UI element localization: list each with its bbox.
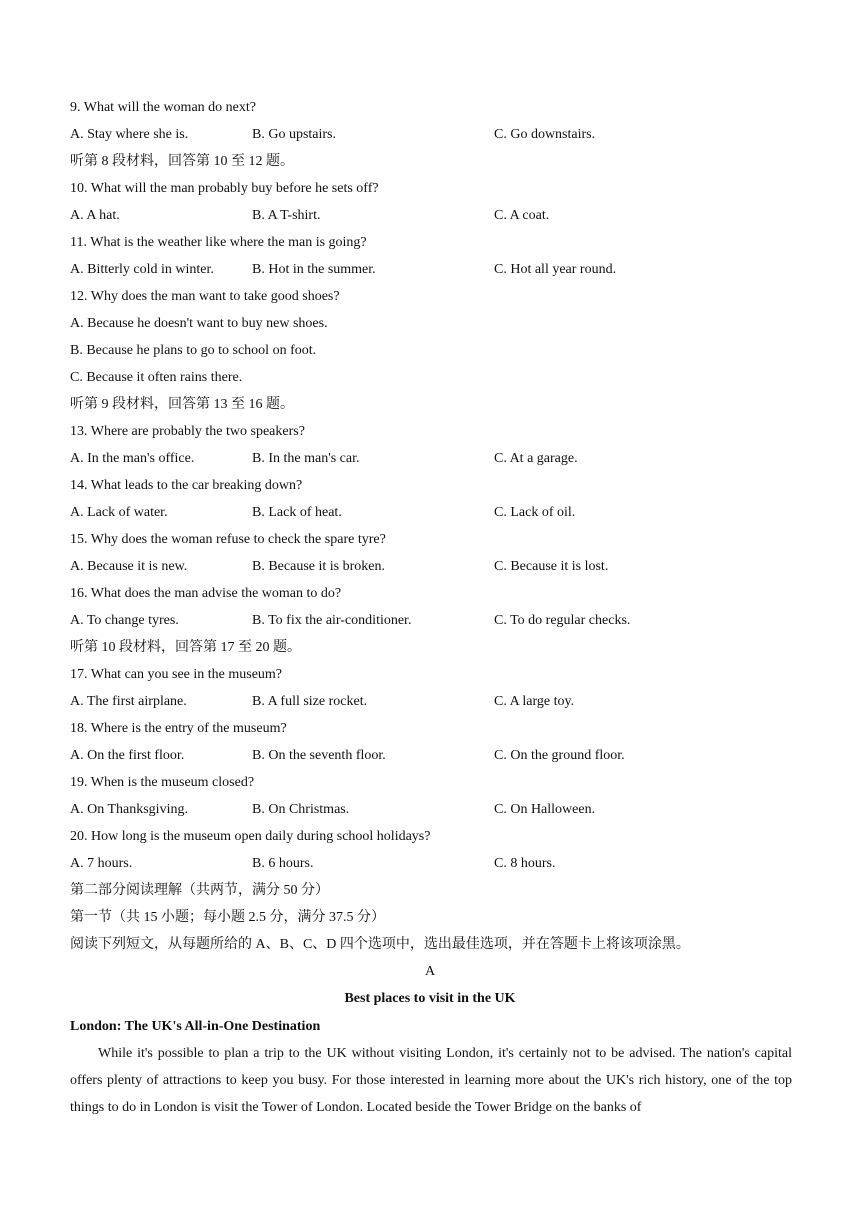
reading-part-title: 第二部分阅读理解（共两节，满分 50 分）: [70, 883, 329, 898]
section-9-instruction: 听第 9 段材料，回答第 13 至 16 题。: [70, 397, 294, 412]
question-17-option-b: B. A full size rocket.: [252, 694, 368, 709]
question-15-option-a: A. Because it is new.: [70, 559, 188, 574]
question-12-option-c: C. Because it often rains there.: [70, 370, 243, 385]
question-10-option-b: B. A T-shirt.: [252, 208, 321, 223]
question-13-option-a: A. In the man's office.: [70, 451, 195, 466]
question-14-option-a: A. Lack of water.: [70, 505, 168, 520]
question-15: 15. Why does the woman refuse to check the spare tyre?: [70, 532, 386, 547]
question-18-option-c: C. On the ground floor.: [494, 748, 625, 763]
question-9-option-c: C. Go downstairs.: [494, 127, 596, 142]
question-19-option-c: C. On Halloween.: [494, 802, 596, 817]
question-11: 11. What is the weather like where the man is going?: [70, 235, 367, 250]
question-18-option-a: A. On the first floor.: [70, 748, 185, 763]
question-12-option-b: B. Because he plans to go to school on foot.: [70, 343, 317, 358]
passage-letter: A: [424, 964, 436, 979]
question-15-option-b: B. Because it is broken.: [252, 559, 385, 574]
question-10-option-a: A. A hat.: [70, 208, 120, 223]
question-14-option-c: C. Lack of oil.: [494, 505, 576, 520]
passage-heading: London: The UK's All-in-One Destination: [70, 1019, 321, 1034]
question-14: 14. What leads to the car breaking down?: [70, 478, 303, 493]
question-9-option-a: A. Stay where she is.: [70, 127, 189, 142]
question-19-option-b: B. On Christmas.: [252, 802, 350, 817]
question-19-option-a: A. On Thanksgiving.: [70, 802, 188, 817]
question-11-option-b: B. Hot in the summer.: [252, 262, 376, 277]
section-8-instruction: 听第 8 段材料，回答第 10 至 12 题。: [70, 154, 294, 169]
question-20: 20. How long is the museum open daily during school holidays?: [70, 829, 431, 844]
question-16-option-c: C. To do regular checks.: [494, 613, 631, 628]
question-18-option-b: B. On the seventh floor.: [252, 748, 386, 763]
question-18: 18. Where is the entry of the museum?: [70, 721, 287, 736]
question-15-option-c: C. Because it is lost.: [494, 559, 609, 574]
question-16-option-b: B. To fix the air-conditioner.: [252, 613, 412, 628]
question-13: 13. Where are probably the two speakers?: [70, 424, 305, 439]
question-20-option-c: C. 8 hours.: [494, 856, 556, 871]
question-12: 12. Why does the man want to take good shoes?: [70, 289, 340, 304]
passage-title: Best places to visit in the UK: [344, 991, 516, 1006]
question-10: 10. What will the man probably buy before he sets off?: [70, 181, 379, 196]
question-11-option-a: A. Bitterly cold in winter.: [70, 262, 214, 277]
question-16: 16. What does the man advise the woman to do?: [70, 586, 342, 601]
question-19: 19. When is the museum closed?: [70, 775, 255, 790]
question-12-option-a: A. Because he doesn't want to buy new shoes.: [70, 316, 328, 331]
question-17-option-a: A. The first airplane.: [70, 694, 187, 709]
question-16-option-a: A. To change tyres.: [70, 613, 179, 628]
question-20-option-b: B. 6 hours.: [252, 856, 314, 871]
passage-paragraph: While it's possible to plan a trip to the UK without visiting London, it's certainly not to be advised. The nation's capital offers plenty of attractions to keep you busy. For those interested in learning more about the UK's rich history, one of the top things to do in London is visit the Tower of London. Located beside the Tower Bridge on the banks of: [70, 1046, 792, 1115]
section-10-instruction: 听第 10 段材料，回答第 17 至 20 题。: [70, 640, 301, 655]
reading-section-title: 第一节（共 15 小题；每小题 2.5 分，满分 37.5 分）: [70, 910, 385, 925]
question-10-option-c: C. A coat.: [494, 208, 550, 223]
question-9-option-b: B. Go upstairs.: [252, 127, 336, 142]
question-9: 9. What will the woman do next?: [70, 100, 256, 115]
question-17: 17. What can you see in the museum?: [70, 667, 283, 682]
question-11-option-c: C. Hot all year round.: [494, 262, 617, 277]
reading-instructions: 阅读下列短文，从每题所给的 A、B、C、D 四个选项中，选出最佳选项，并在答题卡上将该项涂黑。: [70, 937, 690, 952]
question-20-option-a: A. 7 hours.: [70, 856, 133, 871]
question-13-option-b: B. In the man's car.: [252, 451, 360, 466]
question-13-option-c: C. At a garage.: [494, 451, 578, 466]
question-14-option-b: B. Lack of heat.: [252, 505, 342, 520]
question-17-option-c: C. A large toy.: [494, 694, 575, 709]
